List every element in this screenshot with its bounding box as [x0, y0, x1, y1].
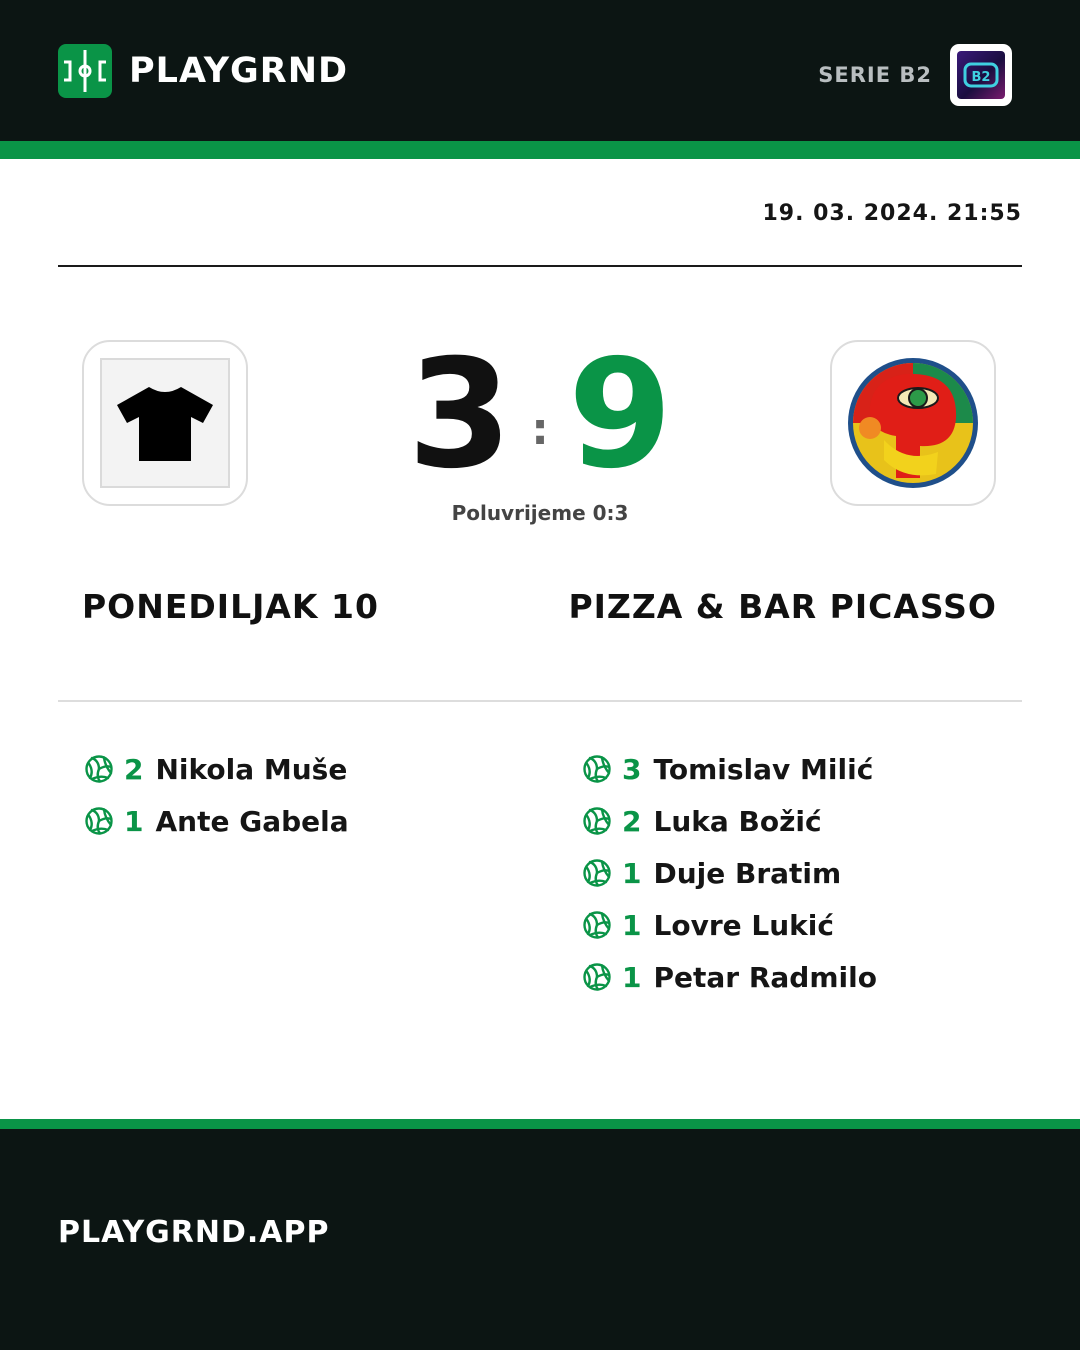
scorer-name[interactable]: Petar Radmilo — [653, 960, 877, 994]
scorer-name[interactable]: Ante Gabela — [155, 804, 349, 838]
away-score: 9 — [568, 328, 673, 502]
scorer-goals: 1 — [622, 960, 642, 994]
home-score: 3 — [407, 328, 512, 502]
pitch-icon — [58, 44, 112, 98]
scorer-goals: 2 — [124, 752, 144, 786]
volleyball-icon — [582, 754, 612, 784]
brand[interactable] — [58, 44, 348, 98]
scorer-row — [582, 800, 877, 842]
scorer-name[interactable]: Nikola Muše — [155, 752, 348, 786]
league — [818, 44, 1012, 106]
home-team-logo[interactable] — [82, 340, 248, 506]
scorer-row — [84, 748, 349, 790]
scorer-row — [84, 800, 349, 842]
score-separator: : — [531, 404, 549, 455]
jersey-icon — [100, 358, 230, 488]
home-team-name[interactable]: PONEDILJAK 10 — [82, 587, 379, 626]
divider — [58, 265, 1022, 267]
volleyball-icon — [582, 806, 612, 836]
scorer-goals: 2 — [622, 804, 642, 838]
halftime-score: Poluvrijeme 0:3 — [451, 501, 629, 525]
volleyball-icon — [84, 754, 114, 784]
volleyball-icon — [582, 858, 612, 888]
scoreboard — [340, 328, 740, 502]
volleyball-icon — [582, 910, 612, 940]
match-datetime: 19. 03. 2024. 21:55 — [762, 201, 1022, 226]
header-stripe — [0, 141, 1080, 159]
volleyball-icon — [84, 806, 114, 836]
away-team-logo[interactable] — [830, 340, 996, 506]
scorer-name[interactable]: Lovre Lukić — [653, 908, 834, 942]
scorer-row — [582, 748, 877, 790]
scorer-name[interactable]: Luka Božić — [653, 804, 822, 838]
league-logo-text: B2 — [971, 70, 991, 85]
brand-name: PLAYGRND — [129, 51, 349, 91]
league-logo — [950, 44, 1012, 106]
league-name: SERIE B2 — [818, 63, 932, 87]
header — [0, 0, 1080, 141]
scorer-name[interactable]: Tomislav Milić — [653, 752, 874, 786]
scorer-goals: 3 — [622, 752, 642, 786]
picasso-logo — [846, 356, 980, 490]
scorer-row — [582, 904, 877, 946]
scorer-goals: 1 — [622, 856, 642, 890]
footer-url[interactable]: PLAYGRND.APP — [58, 1215, 330, 1250]
away-scorers — [582, 748, 877, 1008]
footer-stripe — [0, 1119, 1080, 1129]
away-team-name[interactable]: PIZZA & BAR PICASSO — [568, 587, 997, 626]
volleyball-icon — [582, 962, 612, 992]
scorer-goals: 1 — [124, 804, 144, 838]
scorer-goals: 1 — [622, 908, 642, 942]
scorer-name[interactable]: Duje Bratim — [653, 856, 842, 890]
scorer-row — [582, 956, 877, 998]
divider — [58, 700, 1022, 702]
home-scorers — [84, 748, 349, 852]
scorer-row — [582, 852, 877, 894]
